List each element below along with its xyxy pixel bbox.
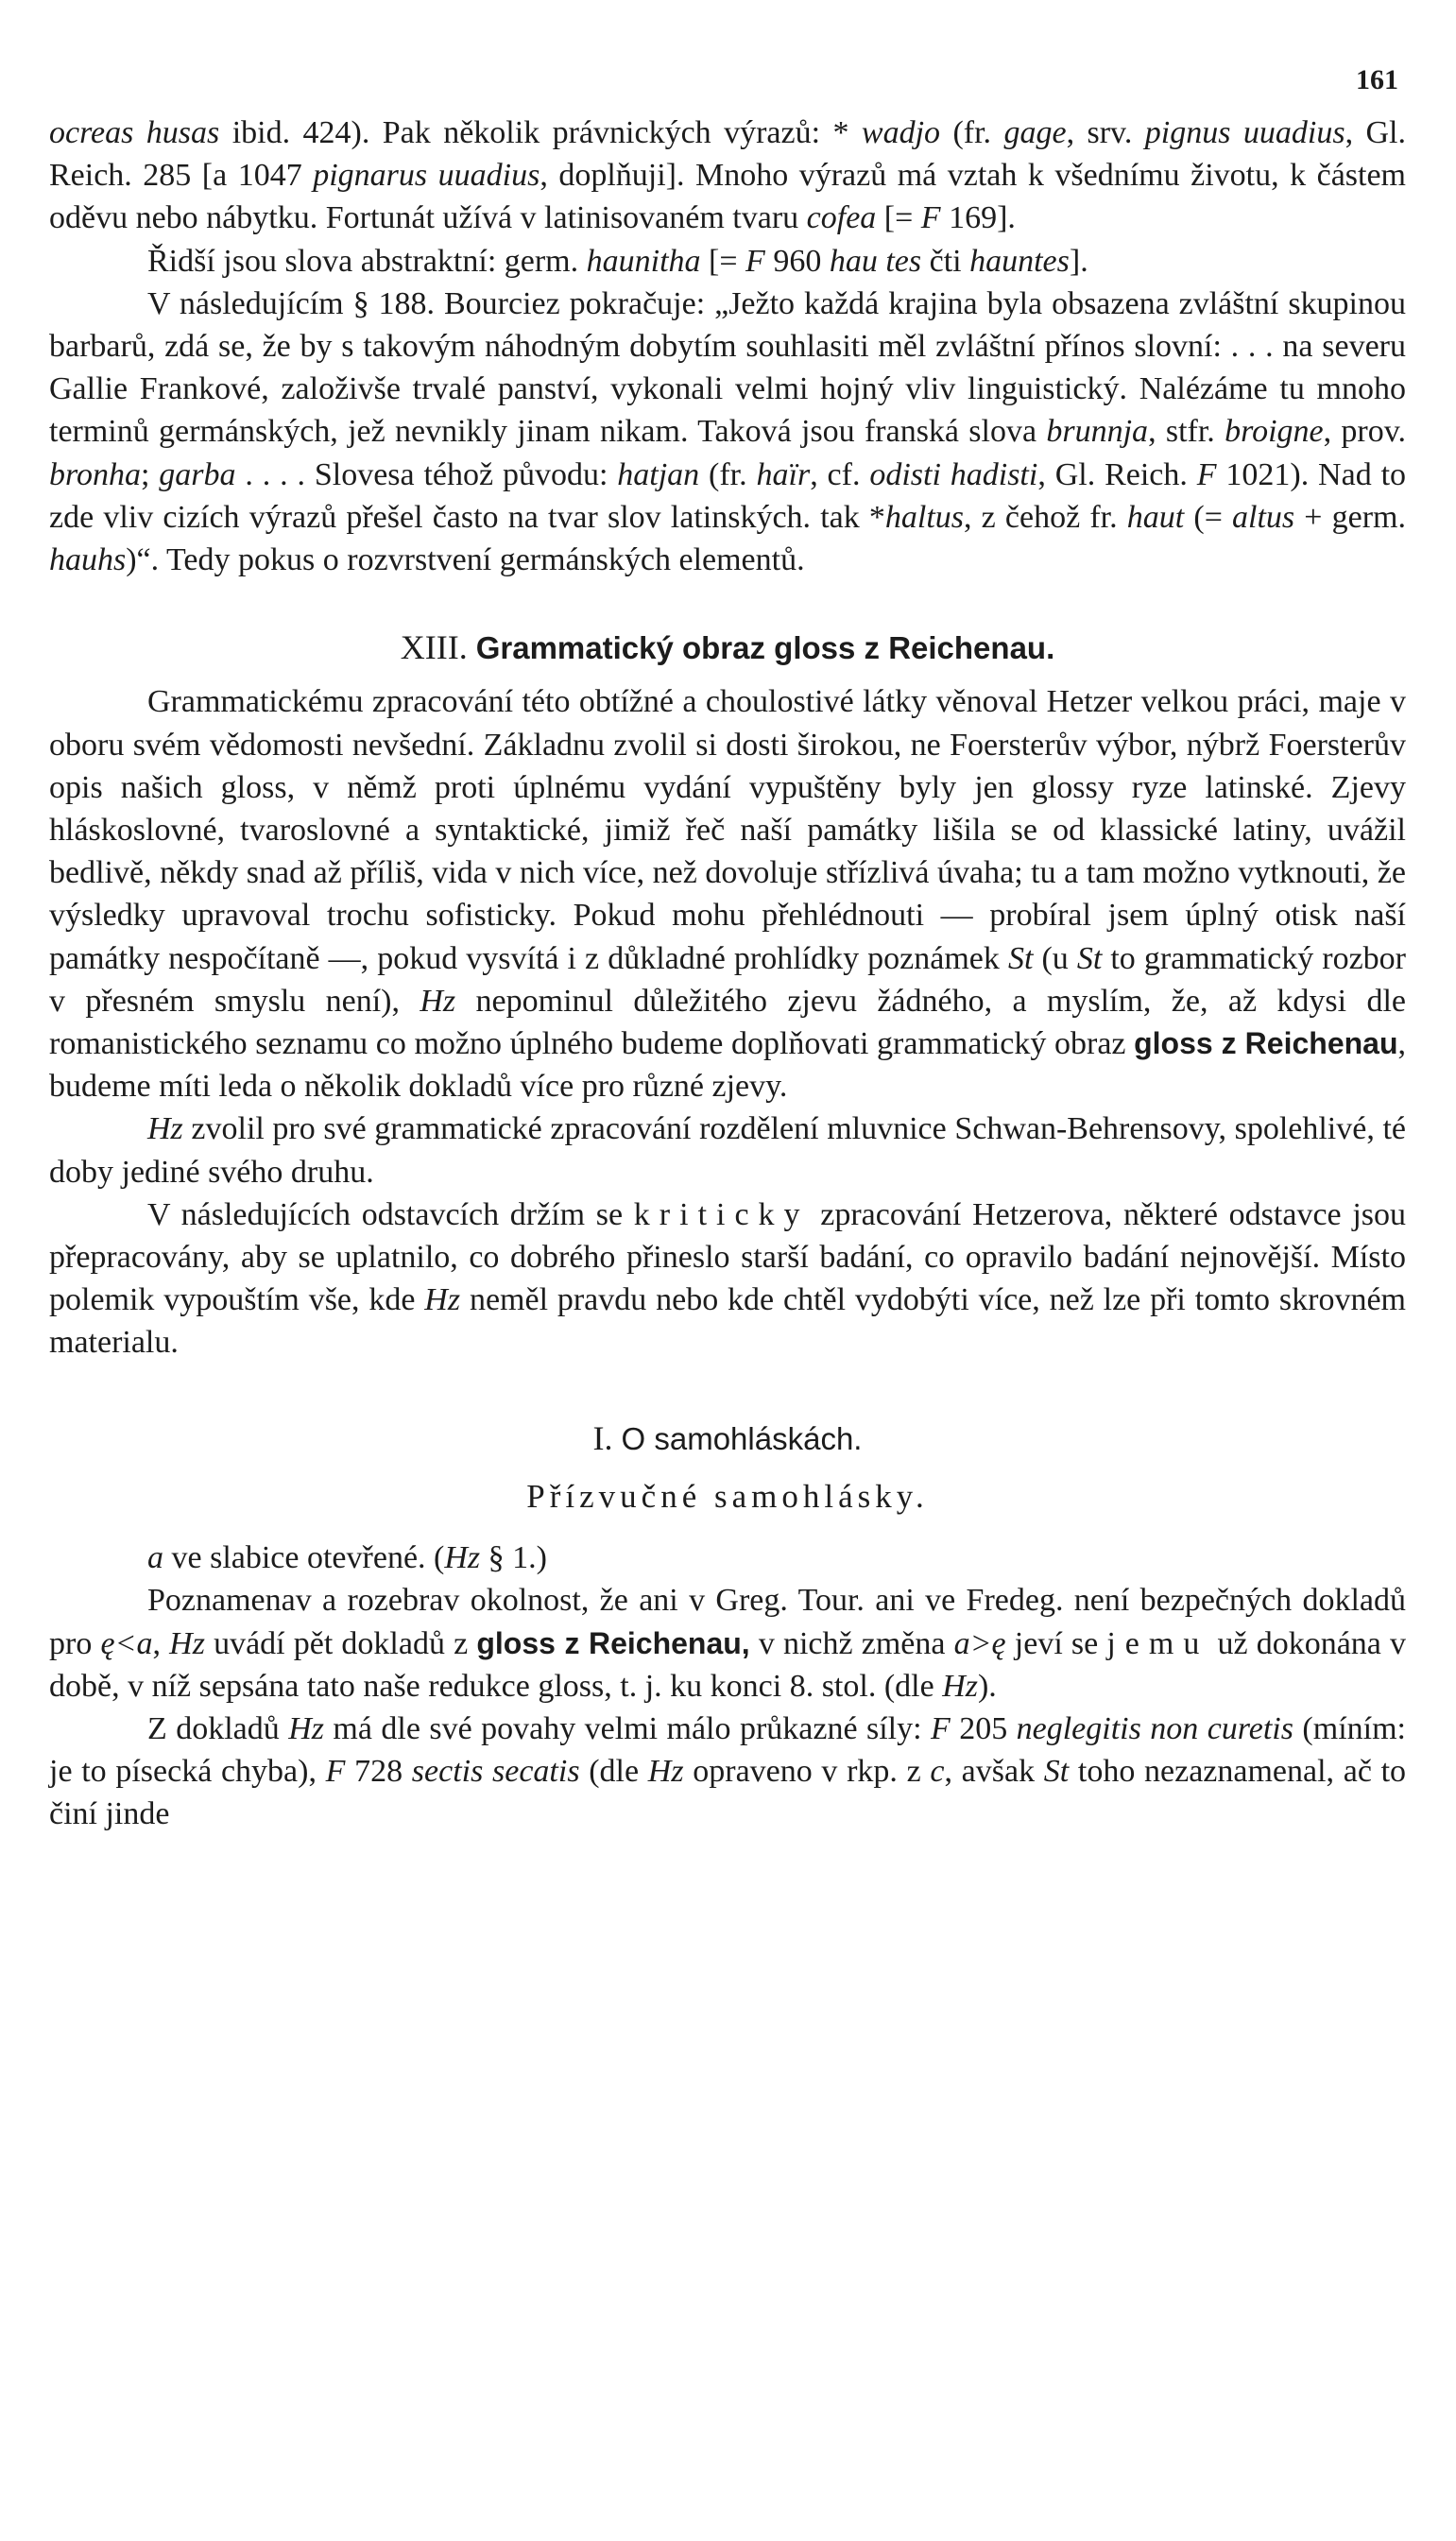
italic-term: St bbox=[1043, 1754, 1070, 1790]
text-run: , srv. bbox=[1066, 115, 1145, 150]
italic-term: ocreas husas bbox=[49, 115, 220, 150]
spaced-heading: Přízvučné samohlásky. bbox=[526, 1477, 929, 1515]
italic-term: Hz bbox=[147, 1111, 183, 1147]
text-run: zvolil pro své grammatické zpracování rozdělení mluvnice Schwan-Behrensovy, spolehlivé, té doby jediné svého druhu. bbox=[49, 1111, 1406, 1190]
text-run: , doplňuji]. Mnoho výrazů má vztah k všednímu životu, k částem oděvu nebo nábytku. Fortunát užívá v latinisovaném tvaru bbox=[49, 158, 1407, 236]
text-run: ). bbox=[977, 1668, 997, 1704]
italic-term: hau tes bbox=[829, 243, 922, 279]
text-run: § 1.) bbox=[480, 1540, 547, 1576]
italic-term: neglegitis non curetis bbox=[1016, 1710, 1293, 1746]
text-run: čti bbox=[921, 243, 970, 279]
text-run: , prov. bbox=[1323, 414, 1407, 450]
italic-term: a>ę bbox=[953, 1625, 1006, 1661]
bold-term: gloss z Reichenau, bbox=[476, 1625, 750, 1660]
italic-term: hatjan bbox=[617, 456, 700, 492]
section-title: Grammatický obraz gloss z Reichenau. bbox=[475, 630, 1055, 666]
italic-term: altus bbox=[1232, 499, 1295, 535]
text-run: 728 bbox=[345, 1754, 412, 1790]
text-run: ve slabice otevřené. ( bbox=[163, 1540, 445, 1576]
page-number: 161 bbox=[1356, 64, 1398, 95]
text-run: nepominul důležitého zjevu žádného, a myslím, že, až kdysi dle romanistického seznamu co možno úplného budeme doplňovati grammatický obraz bbox=[49, 983, 1406, 1062]
italic-term: ę<a bbox=[100, 1625, 153, 1661]
italic-term: hauntes bbox=[969, 243, 1070, 279]
subsection-heading bbox=[49, 1417, 1406, 1460]
italic-term: odisti hadisti bbox=[869, 456, 1038, 492]
text-run: to grammatický rozbor v přesném smyslu není), bbox=[49, 940, 1407, 1019]
text-run: (míním: je to písecká chyba), bbox=[49, 1710, 1406, 1790]
italic-term: c bbox=[930, 1754, 945, 1790]
text-run: ]. bbox=[1069, 243, 1088, 279]
paragraph bbox=[49, 283, 1406, 581]
text-run: (fr. bbox=[699, 456, 757, 492]
text-run: 169]. bbox=[940, 200, 1016, 236]
text-run: (= bbox=[1184, 499, 1233, 535]
subsection-title: O samohláskách. bbox=[621, 1420, 863, 1456]
paragraph bbox=[49, 240, 1406, 283]
paragraph bbox=[49, 1193, 1406, 1365]
section-heading bbox=[49, 627, 1406, 669]
text-run: V následujících odstavcích držím se bbox=[147, 1196, 634, 1232]
italic-term: haïr bbox=[756, 456, 811, 492]
text-run: (fr. bbox=[940, 115, 1004, 150]
italic-term: hauhs bbox=[49, 542, 127, 578]
bold-term: gloss z Reichenau bbox=[1134, 1026, 1398, 1061]
italic-term: Hz bbox=[288, 1710, 324, 1746]
italic-term: bronha bbox=[49, 456, 141, 492]
text-run: ibid. 424). Pak několik právnických výrazů: * bbox=[219, 115, 862, 150]
text-run: 1021). Nad to zde vliv cizích výrazů přešel často na tvar slov latinských. tak * bbox=[49, 456, 1407, 535]
subsection-numeral: I. bbox=[592, 1418, 613, 1457]
text-run: , Gl. Reich. bbox=[1037, 456, 1197, 492]
text-run: Grammatickému zpracování této obtížné a choulostivé látky věnoval Hetzer velkou práci, maje v oboru svém vědomosti nevšední. Základnu zvolil si dosti širokou, ne Foersterův výbor, nýbrž Foersterův opis našich gloss, v němž proti úplnému vydání vypuštěny byly jen glossy ryze latinské. Zjevy hláskoslovné, tvaroslovné a syntaktické, jimiž řeč naší památky lišila se od klassické latiny, uvážil bedlivě, někdy snad až příliš, vida v nich více, než dovoluje střízlivá úvaha; tu a tam možno vytknouti, že výsledky upravoval trochu sofisticky. Pokud mohu přehlédnouti — probíral jsem úplný otisk naší památky nespočítaně —, pokud vysvítá i z důkladné prohlídky poznámek bbox=[49, 684, 1406, 976]
italic-term: F bbox=[745, 243, 765, 279]
paragraph bbox=[49, 1708, 1406, 1836]
text-run: )“. Tedy pokus o rozvrstvení germánských elementů. bbox=[126, 542, 805, 578]
text-run: jeví se bbox=[1005, 1625, 1107, 1661]
text-run: má dle své povahy velmi málo průkazné síly: bbox=[323, 1710, 931, 1746]
italic-term: garba bbox=[159, 456, 236, 492]
text-run: 205 bbox=[950, 1710, 1017, 1746]
text-run: + germ. bbox=[1294, 499, 1406, 535]
italic-term: brunnja bbox=[1046, 414, 1149, 450]
text-run: 960 bbox=[764, 243, 830, 279]
text-run: v nichž změna bbox=[749, 1625, 954, 1661]
italic-term: haut bbox=[1126, 499, 1185, 535]
text-run: [= bbox=[700, 243, 746, 279]
spaced-term: jemu bbox=[1106, 1625, 1209, 1661]
italic-term: pignarus uuadius bbox=[313, 158, 540, 194]
text-run: neměl pravdu nebo kde chtěl vydobýti více, než lze při tomto skrovném materialu. bbox=[49, 1282, 1406, 1361]
paragraph bbox=[49, 1579, 1406, 1708]
italic-term: a bbox=[147, 1540, 163, 1576]
italic-term: Hz bbox=[444, 1540, 481, 1576]
text-run: (u bbox=[1033, 940, 1077, 976]
italic-term: F bbox=[1196, 456, 1217, 492]
italic-term: pignus uuadius bbox=[1144, 115, 1345, 150]
italic-term: St bbox=[1076, 940, 1103, 976]
text-run: ; bbox=[140, 456, 160, 492]
text-run: už dokonána v době, v níž sepsána tato naše redukce gloss, t. j. ku konci 8. stol. (dle bbox=[49, 1625, 1407, 1704]
text-run: , budeme míti leda o několik dokladů více pro různé zjevy. bbox=[49, 1026, 1407, 1105]
text-run: , avšak bbox=[944, 1754, 1044, 1790]
text-run: , z čehož fr. bbox=[964, 499, 1127, 535]
italic-term: Hz bbox=[942, 1668, 978, 1704]
text-run: , cf. bbox=[810, 456, 870, 492]
text-run: V následujícím § 188. Bourciez pokračuje: „Ježto každá krajina byla obsazena zvláštní skupinou barbarů, zdá se, že by s takovým náhodným dobytím souhlasiti měl zvláštní přínos slovní: . . . na severu Gallie Frankové, založivše trvalé panství, vykonali velmi hojný vliv linguistický. Nalézáme tu mnoho terminů germánských, jež nevnikly jinam nikam. Taková jsou franská slova bbox=[49, 285, 1406, 450]
paragraph bbox=[49, 112, 1406, 240]
text-run: , stfr. bbox=[1148, 414, 1225, 450]
page-body bbox=[49, 112, 1406, 1836]
text-run: . . . . Slovesa téhož původu: bbox=[235, 456, 618, 492]
italic-term: sectis secatis bbox=[411, 1754, 580, 1790]
paragraph bbox=[49, 1107, 1406, 1193]
italic-term: gage bbox=[1003, 115, 1067, 150]
italic-term: Hz bbox=[424, 1282, 461, 1318]
paragraph bbox=[49, 680, 1406, 1107]
italic-term: haunitha bbox=[586, 243, 701, 279]
italic-term: haltus bbox=[884, 499, 965, 535]
text-run: , Gl. Reich. 285 [a 1047 bbox=[49, 115, 1406, 194]
italic-term: Hz bbox=[169, 1625, 205, 1661]
italic-term: Hz bbox=[647, 1754, 684, 1790]
italic-term: F bbox=[920, 200, 941, 236]
text-run: Řidší jsou slova abstraktní: germ. bbox=[147, 243, 587, 279]
section-numeral: XIII. bbox=[400, 628, 468, 667]
paragraph bbox=[49, 1537, 1406, 1579]
italic-term: cofea bbox=[806, 200, 877, 236]
italic-term: St bbox=[1007, 940, 1034, 976]
italic-term: broigne bbox=[1225, 414, 1324, 450]
text-run: Poznamenav a rozebrav okolnost, že ani v Greg. Tour. ani ve Fredeg. není bezpečných dokladů pro bbox=[49, 1583, 1406, 1661]
text-run: zpracování Hetzerova, některé odstavce jsou přepracovány, aby se uplatnilo, co dobrého přineslo starší badání, co opravilo badání nejnovější. Místo polemik vypouštím vše, kde bbox=[49, 1196, 1406, 1318]
text-run: Z dokladů bbox=[147, 1710, 289, 1746]
text-run: toho nezaznamenal, ač to činí jinde bbox=[49, 1754, 1407, 1832]
text-run: uvádí pět dokladů z bbox=[204, 1625, 477, 1661]
text-run: opraveno v rkp. z bbox=[683, 1754, 931, 1790]
italic-term: F bbox=[930, 1710, 951, 1746]
text-run: , bbox=[152, 1625, 170, 1661]
text-run: (dle bbox=[579, 1754, 648, 1790]
italic-term: Hz bbox=[420, 983, 456, 1019]
italic-term: wadjo bbox=[861, 115, 941, 150]
text-run: [= bbox=[876, 200, 921, 236]
italic-term: F bbox=[325, 1754, 346, 1790]
spaced-term: kriticky bbox=[633, 1196, 810, 1232]
